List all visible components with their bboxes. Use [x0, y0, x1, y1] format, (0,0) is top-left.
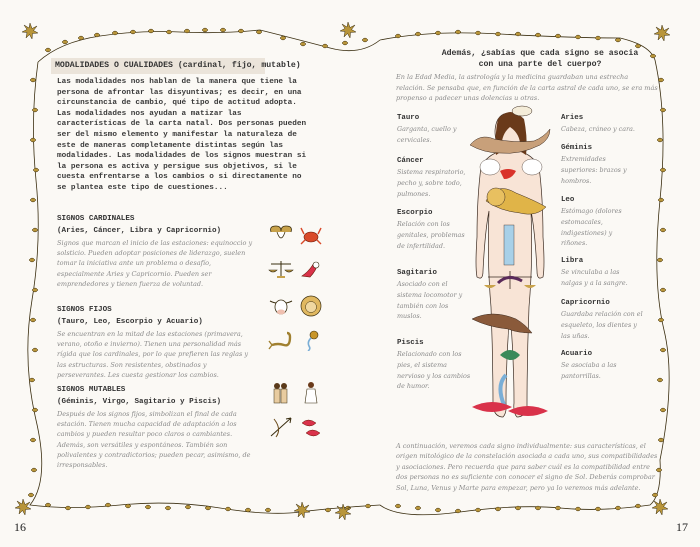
sign-body-part: Se asociaba a las pantorrillas. [561, 361, 617, 380]
scorpio-scorpion-icon [267, 327, 295, 353]
cancer-crab-icon [297, 222, 325, 248]
virgo-maiden-icon [297, 380, 325, 406]
cardinal-heading: SIGNOS CARDINALES [57, 215, 135, 223]
sign-body-part: Garganta, cuello y cervicales. [397, 125, 457, 144]
body-item-geminis [561, 143, 631, 186]
mutable-heading: SIGNOS MUTABLES [57, 386, 126, 394]
mutable-section [57, 385, 257, 470]
body-item-acuario [561, 349, 631, 382]
sign-name: Tauro [397, 114, 420, 122]
aquarius-waterbearer-icon [297, 327, 325, 353]
page-number-right: 17 [676, 520, 688, 534]
sign-body-part: Estómago (dolores estomacales, indigestiones) y riñones. [561, 207, 622, 248]
body-item-aries [561, 113, 643, 135]
cardinal-illustrations [267, 222, 327, 282]
mutable-illustrations [267, 380, 327, 440]
title-line-2: con una parte del cuerpo? [478, 60, 602, 69]
modalities-intro [57, 77, 307, 194]
sign-body-part: Asociado con el sistema locomotor y también con los muslos. [397, 280, 463, 321]
cardinal-signs: (Aries, Cáncer, Libra y Capricornio) [57, 227, 222, 235]
fixed-illustrations [267, 293, 327, 353]
sign-name: Acuario [561, 350, 593, 358]
capricorn-seagoat-icon [297, 256, 325, 282]
sign-body-part: Relacionado con los pies, el sistema nervioso y los cambios de humor. [397, 350, 471, 391]
sign-name: Libra [561, 257, 584, 265]
body-item-capricornio [561, 298, 643, 341]
fixed-heading: SIGNOS FIJOS [57, 306, 112, 314]
sign-name: Escorpio [397, 209, 433, 217]
fixed-signs: (Tauro, Leo, Escorpio y Acuario) [57, 318, 203, 326]
title-line-1: Además, ¿sabías que cada signo se asocia [441, 49, 639, 58]
sign-body-part: Guardaba relación con el esqueleto, los dientes y las uñas. [561, 310, 643, 340]
zodiac-body-illustration-icon [460, 105, 560, 425]
sign-body-part: Extremidades superiores: brazos y hombros. [561, 155, 627, 185]
sign-name: Capricornio [561, 299, 610, 307]
section-title: MODALIDADES O CUALIDADES (cardinal, fijo, mutable) [51, 58, 265, 74]
cardinal-text: Signos que marcan el inicio de las estaciones: equinoccio y solsticio. Pueden adoptar posiciones de liderazgo, suelen tomar la iniciativa ante un problema o desafío, especialmente Aries y Capricornio. Pueden ser emprendedores y tienen fuerza de voluntad. [57, 239, 253, 288]
mutable-signs: (Géminis, Virgo, Sagitario y Piscis) [57, 398, 222, 406]
aries-ram-icon [267, 222, 295, 248]
body-item-libra [561, 256, 639, 289]
sign-body-part: Se vinculaba a las nalgas y a la sangre. [561, 268, 628, 287]
gemini-twins-icon [267, 380, 295, 406]
sagittarius-arrow-icon [267, 414, 295, 440]
sign-name: Cáncer [397, 157, 424, 165]
sign-body-part: Relación con los genitales, problemas de infertilidad. [397, 220, 465, 250]
body-item-leo [561, 195, 631, 249]
pisces-fish-icon [297, 414, 325, 440]
mutable-text: Después de los signos fijos, simbolizan el final de cada estación. Tienen mucha capacidad de adaptación a los cambios y pueden resultar poco claros o cambiantes. Además, son versátiles y espontáneos. También son polivalentes y contradictorios; pueden pecar, asimismo, de irresponsables. [57, 410, 251, 470]
fixed-text: Se encuentran en la mitad de las estaciones (primavera, verano, otoño e invierno). Tienen una personalidad más rígida que los cardinales, por lo que prefieren las reglas y las estructuras. Son resistentes, obstinados y perseverantes. Les cuesta gestionar los cambios. [57, 330, 249, 379]
fixed-section [57, 305, 257, 380]
medieval-intro: En la Edad Media, la astrología y la medicina guardaban una estrecha relación. Se pensaba que, en función de la carta astral de cada uno, se era más propenso a padecer unas dolencias u otras. [396, 73, 658, 102]
libra-scales-icon [267, 256, 295, 282]
sign-name: Piscis [397, 339, 424, 347]
sign-name: Leo [561, 196, 575, 204]
body-parts-title [420, 48, 660, 70]
taurus-bull-icon [267, 293, 295, 319]
sign-body-part: Cabeza, cráneo y cara. [561, 125, 635, 133]
sign-body-part: Sistema respiratorio, pecho y, sobre todo, pulmones. [397, 168, 466, 198]
sign-name: Géminis [561, 144, 593, 152]
intro-text: Las modalidades nos hablan de la manera que tiene la persona de afrontar las disyuntivas; es decir, en una circunstancia de cambio, qué tipo de actitud adopta. Las modalidades nos ayudan a matizar las características de la carta natal. Dos personas pueden ser del mismo elemento y manifestar la naturaleza de este de maneras completamente distintas según las modalidades. Las modalidades de los signos muestran si la persona es activa y persigue sus objetivos, si le cuesta enfrentarse a los cambios o si directamente no se plantea este tipo de cuestiones... [57, 78, 307, 192]
page-number-left: 16 [14, 520, 26, 534]
cardinal-section [57, 214, 257, 289]
sign-name: Aries [561, 114, 584, 122]
sign-name: Sagitario [397, 269, 437, 277]
leo-lion-icon [297, 293, 325, 319]
closing-paragraph: A continuación, veremos cada signo individualmente: sus características, el origen mitológico de la constelación asociada a cada uno, sus compatibilidades y asociaciones. Pero recuerda que para saber cuál es la compatibilidad entre dos personas no es suficiente con conocer el signo de Sol. Deberás comprobar Sol, Luna, Venus y Marte para empezar, pero ya lo veremos más adelante. [396, 442, 658, 492]
